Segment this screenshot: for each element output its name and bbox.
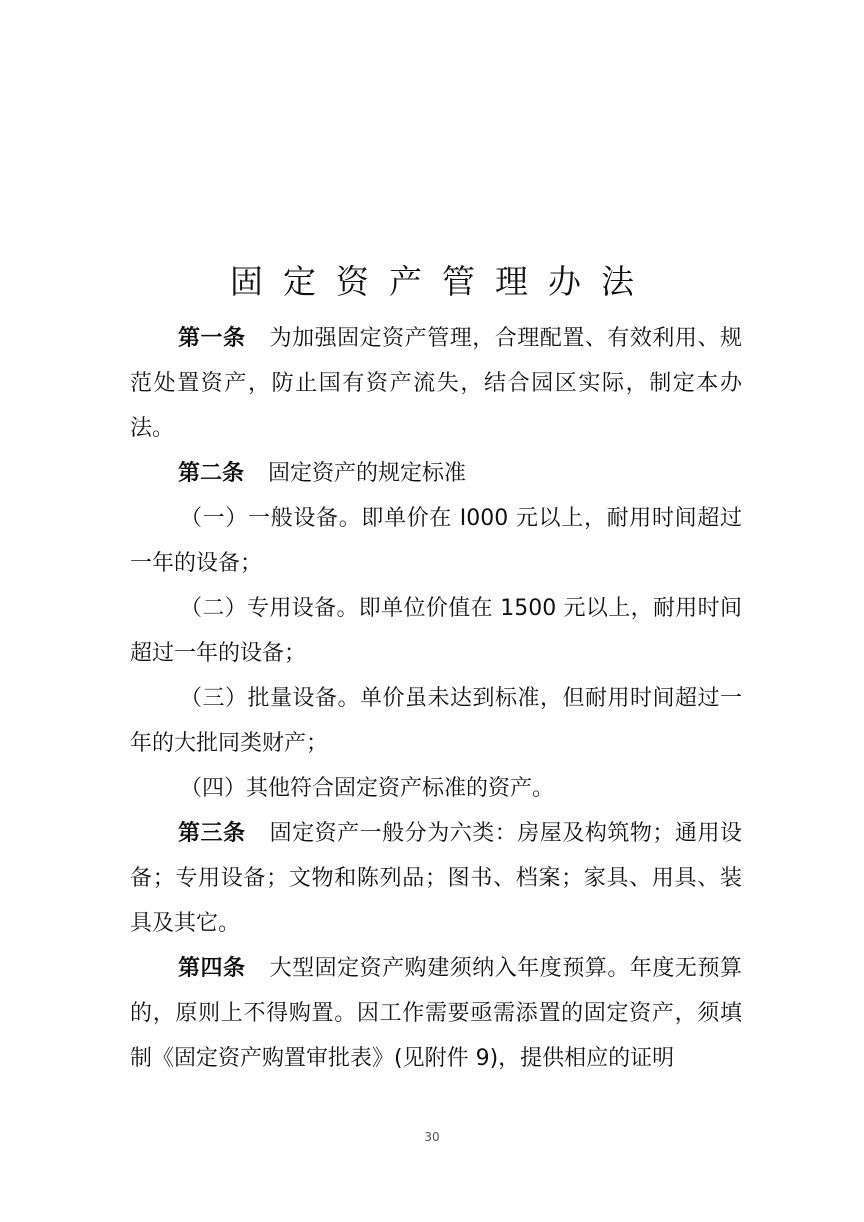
list-item: （三）批量设备。单价虽未达到标准，但耐用时间超过一年的大批同类财产； xyxy=(130,686,742,756)
document-body xyxy=(130,316,742,1081)
list-item: （二）专用设备。即单位价值在 1500 元以上，耐用时间超过一年的设备； xyxy=(130,596,742,666)
article-lead: 第一条 xyxy=(178,326,246,351)
page-number: 30 xyxy=(424,1130,440,1144)
article-3 xyxy=(130,811,742,946)
article-1 xyxy=(130,316,742,451)
article-2 xyxy=(130,451,742,496)
article-text: 固定资产一般分为六类：房屋及构筑物；通用设备；专用设备；文物和陈列品；图书、档案；家具、用具、装具及其它。 xyxy=(130,821,742,936)
article-lead: 第三条 xyxy=(178,821,246,846)
article-text: 大型固定资产购建须纳入年度预算。年度无预算的，原则上不得购置。因工作需要亟需添置的固定资产，须填制《固定资产购置审批表》(见附件 9)，提供相应的证明 xyxy=(130,956,742,1071)
article-lead: 第四条 xyxy=(178,956,246,981)
list-item: （一）一般设备。即单价在 I000 元以上，耐用时间超过一年的设备； xyxy=(130,506,742,576)
article-text: 固定资产的规定标准 xyxy=(268,461,467,486)
article-4 xyxy=(130,946,742,1081)
article-lead: 第二条 xyxy=(178,461,245,486)
page-title: 固定资产管理办法 xyxy=(230,262,654,301)
list-item: （四）其他符合固定资产标准的资产。 xyxy=(180,776,555,801)
article-text: 为加强固定资产管理，合理配置、有效利用、规范处置资产，防止国有资产流失，结合园区实际，制定本办法。 xyxy=(130,326,742,441)
